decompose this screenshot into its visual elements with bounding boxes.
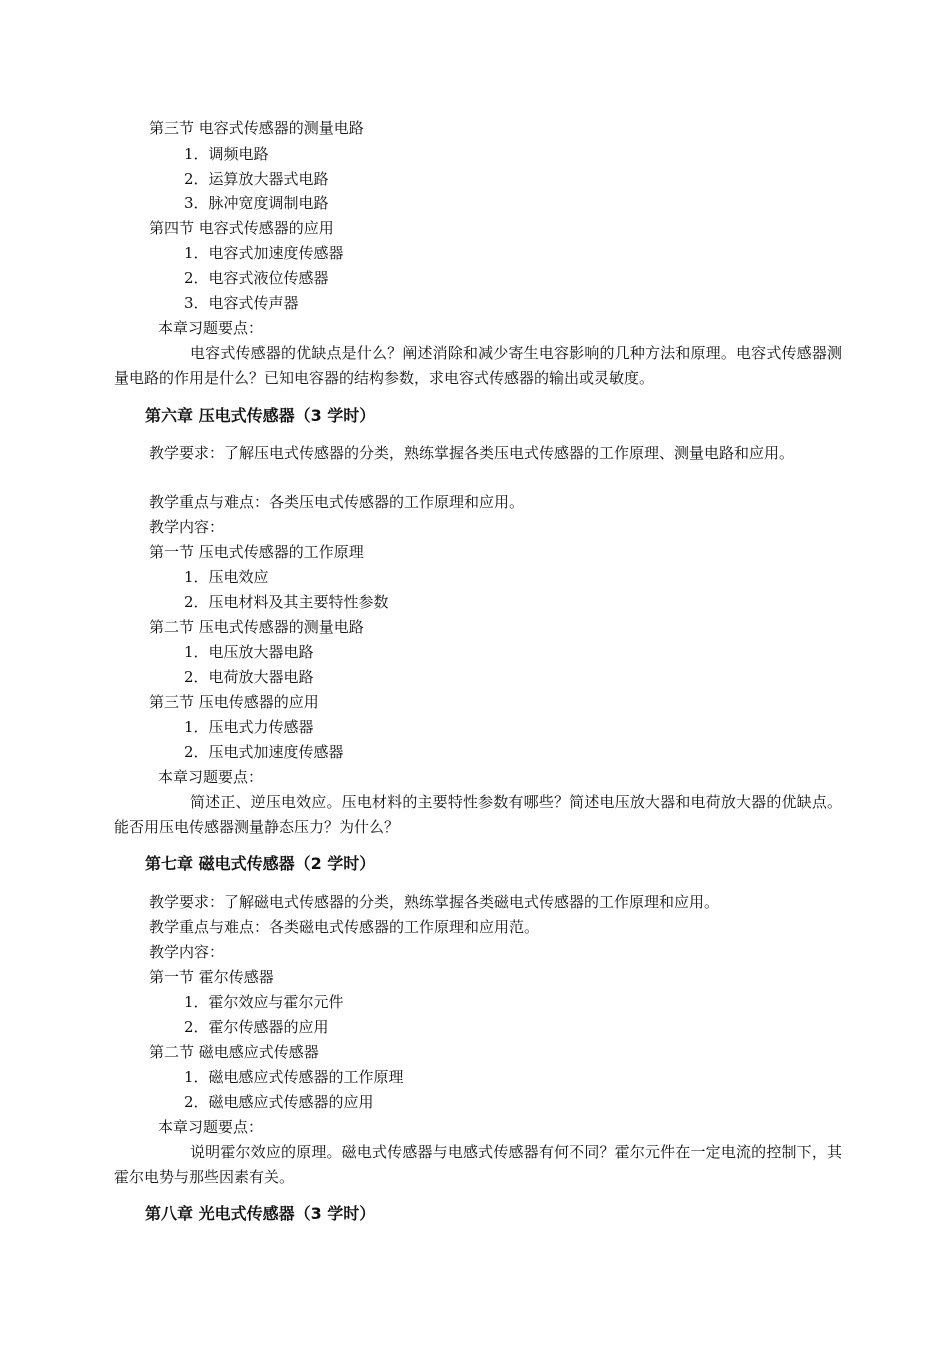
list-item: 1．调频电路 <box>184 145 269 163</box>
list-item: 2．电荷放大器电路 <box>184 668 314 686</box>
list-item: 1．压电效应 <box>184 568 269 586</box>
exercise-text: 说明霍尔效应的原理。磁电式传感器与电感式传感器有何不同？霍尔元件在一定电流的控制下，其霍尔电势与那些因素有关。 <box>114 1143 842 1186</box>
list-item: 2．电容式液位传感器 <box>184 269 329 287</box>
exercise-text: 电容式传感器的优缺点是什么？阐述消除和减少寄生电容影响的几种方法和原理。电容式传感器测量电路的作用是什么？已知电容器的结构参数，求电容式传感器的输出或灵敏度。 <box>114 344 842 387</box>
list-item: 3．脉冲宽度调制电路 <box>184 194 329 212</box>
list-item: 2．磁电感应式传感器的应用 <box>184 1093 374 1111</box>
key-points: 教学重点与难点：各类磁电式传感器的工作原理和应用范。 <box>149 918 540 936</box>
list-item: 2．霍尔传感器的应用 <box>184 1018 329 1036</box>
exercise-label: 本章习题要点： <box>158 319 264 337</box>
exercise-label: 本章习题要点： <box>158 768 264 786</box>
content-label: 教学内容： <box>149 943 225 961</box>
section-title: 第二节 压电式传感器的测量电路 <box>149 618 364 636</box>
list-item: 2．压电式加速度传感器 <box>184 743 344 761</box>
key-points: 教学重点与难点：各类压电式传感器的工作原理和应用。 <box>149 493 525 511</box>
section-title: 第二节 磁电感应式传感器 <box>149 1043 319 1061</box>
list-item: 1．压电式力传感器 <box>184 718 314 736</box>
teaching-requirements: 教学要求：了解压电式传感器的分类，熟练掌握各类压电式传感器的工作原理、测量电路和应用。 <box>149 444 795 462</box>
list-item: 2．压电材料及其主要特性参数 <box>184 593 389 611</box>
section-title: 第一节 压电式传感器的工作原理 <box>149 543 364 561</box>
chapter-heading: 第七章 磁电式传感器（2 学时） <box>145 854 376 873</box>
list-item: 1．磁电感应式传感器的工作原理 <box>184 1068 404 1086</box>
list-item: 1．电压放大器电路 <box>184 643 314 661</box>
exercise-label: 本章习题要点： <box>158 1118 264 1136</box>
teaching-requirements: 教学要求：了解磁电式传感器的分类，熟练掌握各类磁电式传感器的工作原理和应用。 <box>149 893 720 911</box>
section-title: 第三节 电容式传感器的测量电路 <box>149 119 364 137</box>
section-title: 第一节 霍尔传感器 <box>149 968 274 986</box>
list-item: 1．电容式加速度传感器 <box>184 244 344 262</box>
exercise-text: 简述正、逆压电效应。压电材料的主要特性参数有哪些？简述电压放大器和电荷放大器的优缺点。能否用压电传感器测量静态压力？为什么？ <box>114 793 842 836</box>
content-label: 教学内容： <box>149 518 225 536</box>
list-item: 3．电容式传声器 <box>184 294 299 312</box>
list-item: 1．霍尔效应与霍尔元件 <box>184 993 344 1011</box>
section-title: 第四节 电容式传感器的应用 <box>149 219 334 237</box>
section-title: 第三节 压电传感器的应用 <box>149 693 319 711</box>
chapter-heading: 第八章 光电式传感器（3 学时） <box>145 1204 376 1223</box>
list-item: 2．运算放大器式电路 <box>184 170 329 188</box>
chapter-heading: 第六章 压电式传感器（3 学时） <box>145 406 376 425</box>
